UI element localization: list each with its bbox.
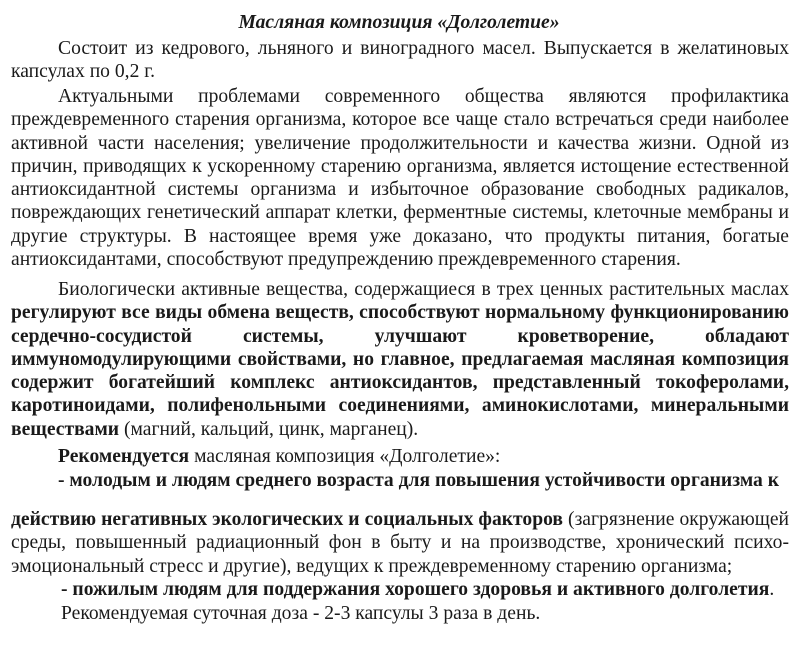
paragraph-active-substances-bold: регулируют все виды обмена веществ, способствуют нормальному функционированию сердечно-сосудистой системы, улучшают кроветворение, обладают иммуномодулирующими свойствами, но главное, предлагаемая масляная композиция содержит богатейший комплекс антиоксидантов, представленный токоферолами, каротиноидами, полифенольными соединениями, аминокислотами, минеральными веществами (11, 302, 789, 440)
paragraph-active-substances-end: (магний, кальций, цинк, марганец). (119, 418, 419, 440)
document-title: Масляная композиция «Долголетие» (238, 12, 560, 33)
recommendation-young-text: - молодым и людям среднего возраста для повышения устойчивости организма к (58, 470, 780, 491)
paragraph-active-substances-start: Биологически активные вещества, содержащиеся в трех ценных растительных маслах (58, 279, 789, 300)
recommended-label: Рекомендуется (58, 446, 190, 467)
recommendation-factors-bold: действию негативных экологических и социальных факторов (11, 509, 564, 530)
paragraph-problems: Актуальными проблемами современного общества являются профилактика преждевременного старения организма, которое все чаще стало встречаться среди наиболее активной части населения; увеличение продолжительности и качества жизни. Одной из причин, приводящих к ускоренному старению организма, является истощение естественной антиоксидантной системы организма и избыточное образование свободных радикалов, повреждающих генетический аппарат клетки, ферментные системы, клеточные мембраны и другие структуры. В настоящее время уже доказано, что продукты питания, богатые антиоксидантами, способствуют предупреждению преждевременного старения. (11, 86, 789, 271)
paragraph-recommended (11, 445, 789, 468)
recommendation-elderly (11, 578, 789, 601)
paragraph-composition: Состоит из кедрового, льняного и виноградного масел. Выпускается в желатиновых капсулах по 0,2 г. (11, 38, 789, 83)
recommendation-elderly-text: - пожилым людям для поддержания хорошего здоровья и активного долголетия (61, 579, 770, 600)
recommendation-factors-rest: (загрязнение окружающей среды, повышенный радиационный фон в быту и на производстве, хронический психо-эмоциональный стресс и другие), ведущих к преждевременному старению организма; (11, 509, 790, 577)
recommendation-young (11, 469, 789, 492)
paragraph-active-substances (11, 278, 789, 441)
recommended-rest: масляная композиция «Долголетие»: (189, 446, 501, 467)
recommendation-elderly-period: . (769, 579, 775, 600)
recommendation-young-continued (11, 508, 789, 578)
daily-dose: Рекомендуемая суточная доза - 2-3 капсулы 3 раза в день. (61, 603, 541, 624)
